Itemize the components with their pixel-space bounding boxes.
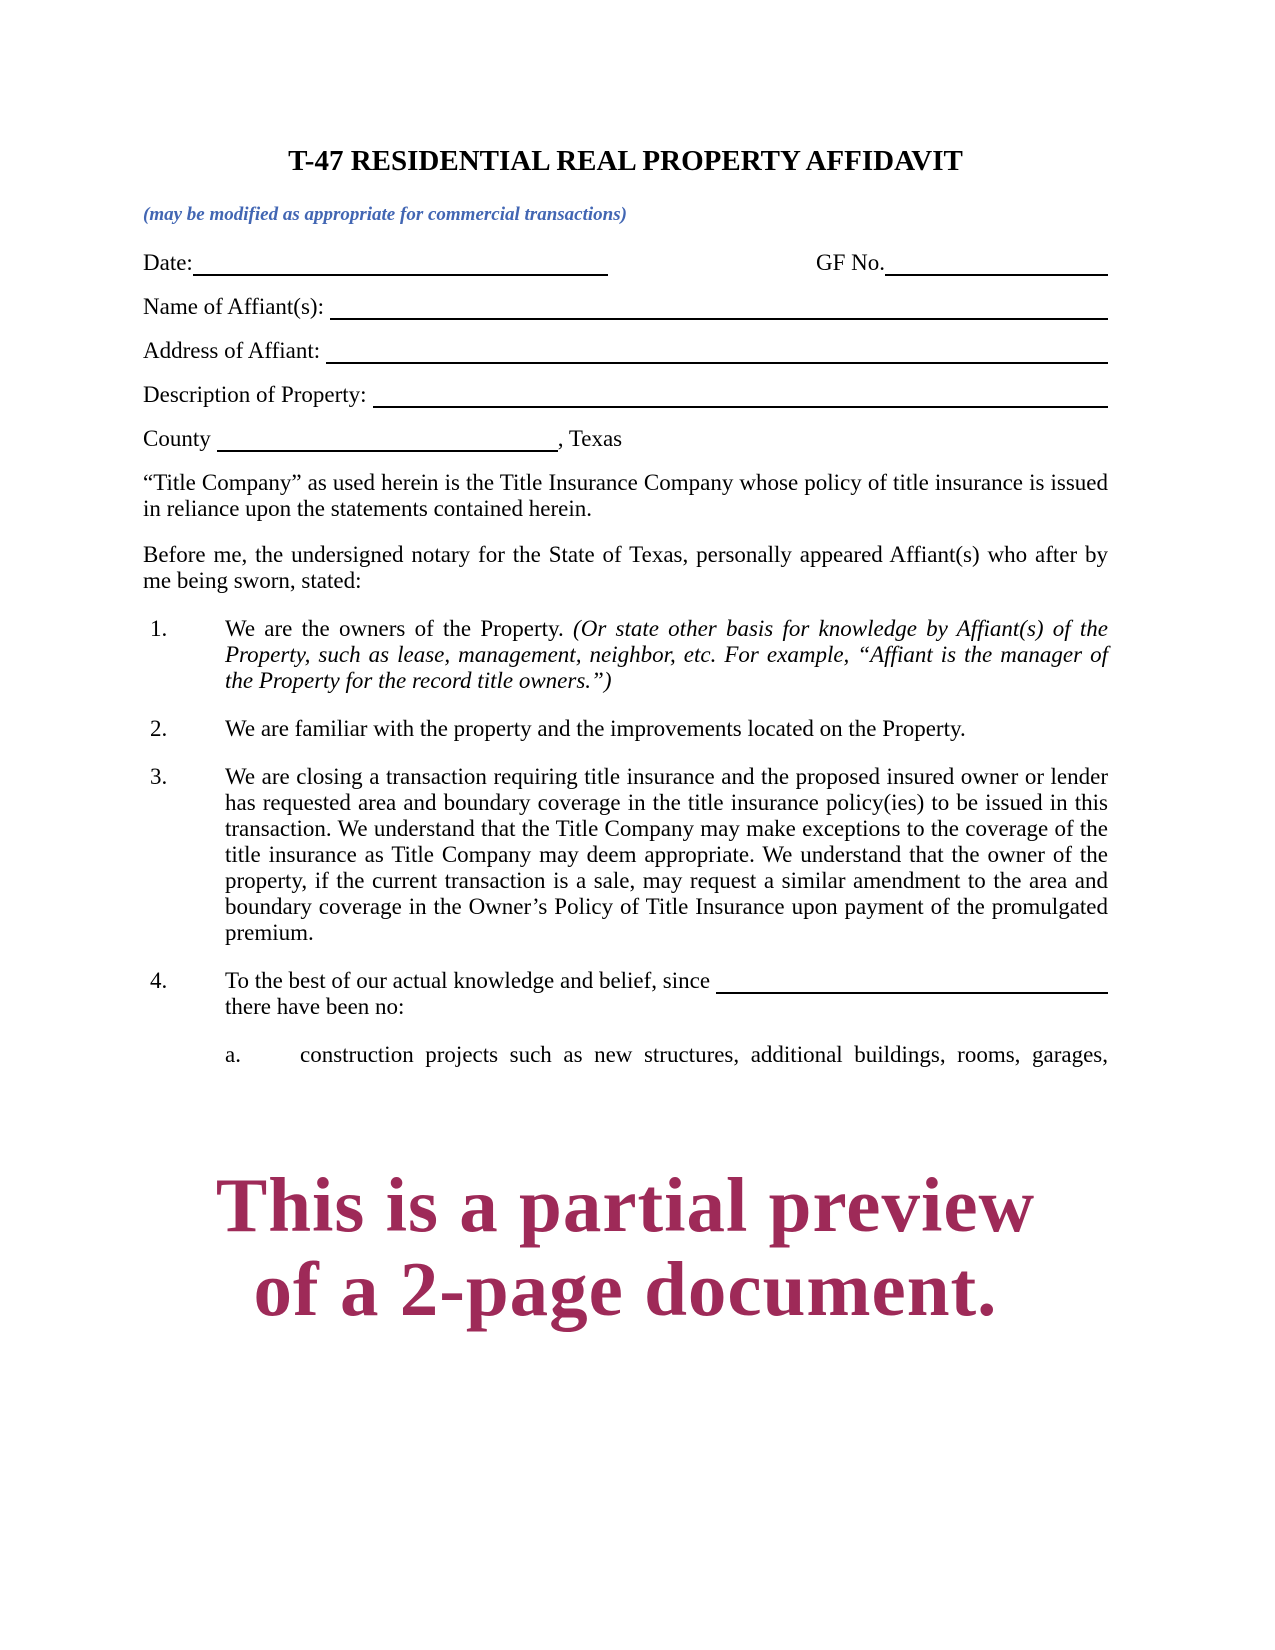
- item-2-text: We are familiar with the property and the improvements located on the Property.: [225, 716, 966, 741]
- date-label: Date:: [143, 250, 193, 275]
- date-gf-row: [143, 250, 1108, 276]
- affiant-address-blank: [326, 338, 1108, 364]
- partial-preview-watermark: [143, 1163, 1108, 1331]
- county-label: County: [143, 426, 211, 451]
- date-field-blank: [193, 250, 608, 276]
- property-description-label: Description of Property:: [143, 382, 367, 407]
- item-1-number: 1.: [150, 616, 168, 641]
- gf-group: [816, 250, 1108, 276]
- list-item-1: [143, 616, 1108, 694]
- property-description-row: [143, 382, 1108, 408]
- watermark-line-2: of a 2-page document.: [253, 1246, 998, 1332]
- sub-item-a: [225, 1042, 1108, 1068]
- sub-item-a-marker: a.: [225, 1042, 241, 1067]
- affiant-name-row: [143, 294, 1108, 320]
- list-item-3: [143, 764, 1108, 946]
- title-company-paragraph: “Title Company” as used herein is the Title Insurance Company whose policy of title insurance is issued in reliance upon the statements contained herein.: [143, 470, 1108, 521]
- gf-number-label: GF No.: [815, 250, 885, 275]
- item-4-line-1: [225, 968, 1108, 994]
- county-state-suffix: , Texas: [557, 426, 623, 451]
- county-blank: [217, 426, 558, 452]
- item-3-text: We are closing a transaction requiring title insurance and the proposed insured owner or lender has requested area and boundary coverage in the title insurance policy(ies) to be issued in this transaction. We understand that the Title Company may make exceptions to the coverage of the title insurance as Title Company may deem appropriate. We understand that the owner of the property, if the current transaction is a sale, may request a similar amendment to the area and boundary coverage in the Owner’s Policy of Title Insurance upon payment of the promulgated premium.: [225, 764, 1108, 945]
- sub-item-a-text: construction projects such as new structures, additional buildings, rooms, garages,: [300, 1042, 1108, 1067]
- item-3-number: 3.: [150, 764, 168, 789]
- affiant-address-label: Address of Affiant:: [143, 338, 321, 363]
- notary-paragraph: Before me, the undersigned notary for the State of Texas, personally appeared Affiant(s) who after by me being sworn, stated:: [143, 542, 1108, 593]
- item-4-number: 4.: [150, 968, 168, 993]
- affiant-name-blank: [330, 294, 1108, 320]
- affiant-name-label: Name of Affiant(s):: [143, 294, 324, 319]
- watermark-line-1: This is a partial preview: [215, 1162, 1036, 1248]
- list-item-4: [143, 968, 1108, 1020]
- county-row: [143, 426, 1108, 452]
- since-date-blank: [716, 968, 1108, 994]
- item-1-text: [225, 616, 1108, 694]
- item-4-text: [225, 968, 1108, 1020]
- list-item-2: [143, 716, 1108, 742]
- item-1-text-normal: We are the owners of the Property.: [225, 616, 574, 641]
- page-title: T-47 RESIDENTIAL REAL PROPERTY AFFIDAVIT: [288, 145, 963, 177]
- modification-note: (may be modified as appropriate for commercial transactions): [143, 204, 627, 225]
- item-4-text-before-blank: To the best of our actual knowledge and belief, since: [225, 968, 711, 993]
- item-4-line-2: there have been no:: [225, 994, 405, 1019]
- property-description-blank: [373, 382, 1108, 408]
- item-1-text-italic: (Or state other basis for knowledge by Affiant(s) of the Property, such as lease, management, neighbor, etc. For example, “Affiant is the manager of the Property for the record title owners.”): [225, 616, 1109, 693]
- item-2-number: 2.: [150, 716, 168, 741]
- affiant-address-row: [143, 338, 1108, 364]
- gf-number-blank: [885, 250, 1108, 276]
